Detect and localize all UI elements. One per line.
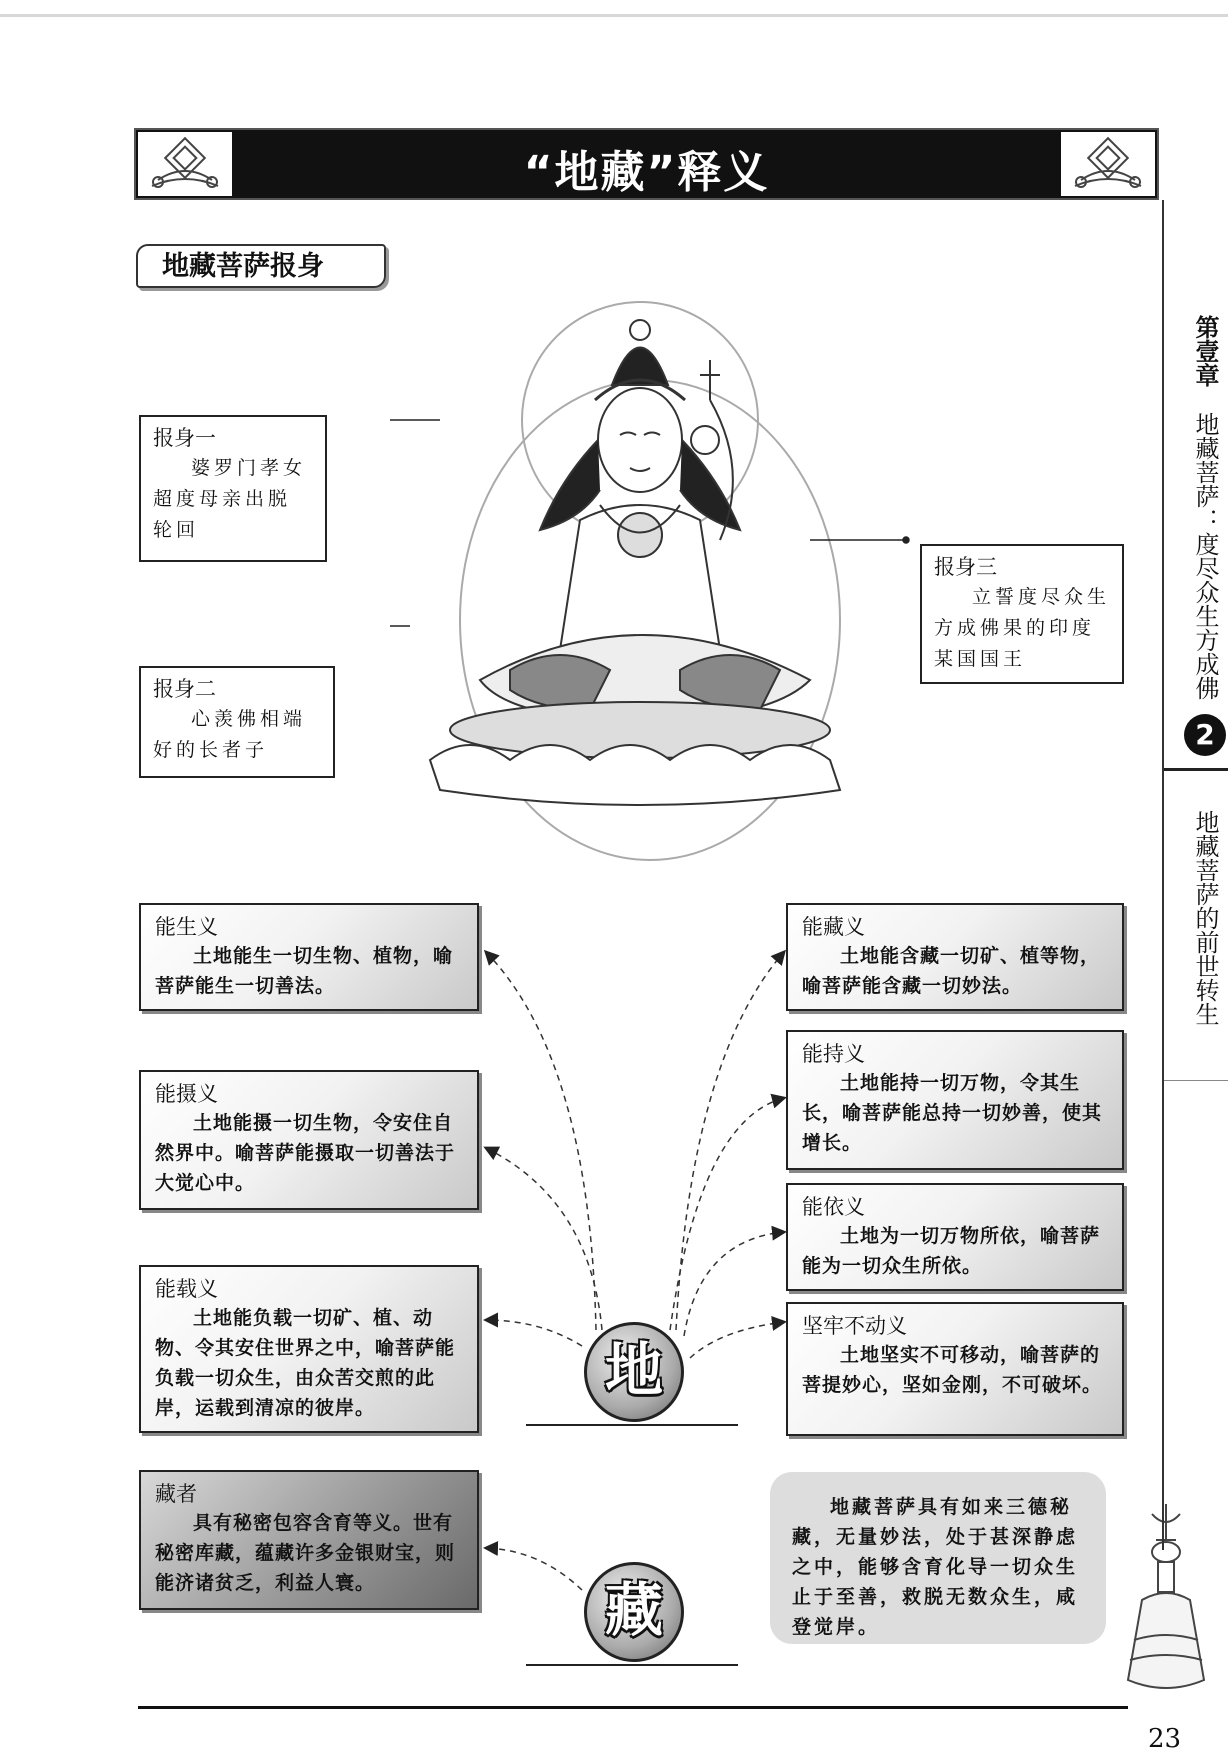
bottom-rule	[138, 1706, 1128, 1709]
store-underline	[526, 1664, 738, 1666]
meaning-title: 能摄义	[155, 1082, 218, 1106]
side-rule-thin	[1164, 1080, 1228, 1081]
reward-body-text: 心羡佛相端好的长者子	[153, 708, 307, 761]
summary-note-text: 地藏菩萨具有如来三德秘藏，无量妙法，处于甚深静虑之中，能够含育化导一切众生止于至善，救脱无数众生，咸登觉岸。	[792, 1496, 1079, 1638]
page-title: “地藏”释义	[523, 147, 770, 198]
reward-body-title: 报身二	[153, 677, 216, 701]
meaning-text: 土地能摄一切生物，令安住自然界中。喻菩萨能摄取一切善法于大觉心中。	[155, 1112, 456, 1194]
meaning-text: 土地能负载一切矿、植、动物、令其安住世界之中，喻菩萨能负载一切众生，由众苦交煎的此岸，运载到清凉的彼岸。	[155, 1307, 456, 1419]
reward-body-title: 报身三	[934, 555, 997, 579]
meaning-box-cang	[786, 903, 1124, 1011]
meaning-text: 土地能生一切生物、植物，喻菩萨能生一切善法。	[155, 945, 454, 997]
reward-body-text: 立誓度尽众生方成佛果的印度某国国王	[934, 586, 1111, 670]
store-character	[584, 1562, 684, 1662]
meaning-box-store	[139, 1470, 479, 1610]
side-rule	[1164, 768, 1228, 771]
meaning-box-sheng	[139, 903, 479, 1011]
meaning-box-she	[139, 1070, 479, 1210]
section-title: 地藏菩萨的前世转生	[1191, 810, 1219, 1026]
earth-underline	[526, 1424, 738, 1426]
meaning-box-yi	[786, 1183, 1124, 1291]
meaning-title: 能载义	[155, 1277, 218, 1301]
meaning-text: 土地能含藏一切矿、植等物，喻菩萨能含藏一切妙法。	[802, 945, 1101, 997]
meaning-text: 土地能持一切万物，令其生长，喻菩萨能总持一切妙善，使其增长。	[802, 1072, 1103, 1154]
meaning-title: 能依义	[802, 1195, 865, 1219]
summary-note	[770, 1472, 1106, 1644]
meaning-title: 藏者	[155, 1482, 197, 1506]
meaning-box-zai	[139, 1265, 479, 1433]
section-number-badge: 2	[1184, 714, 1226, 756]
meaning-title: 能藏义	[802, 915, 865, 939]
page-number: 23	[1148, 1724, 1182, 1754]
section-tag: 地藏菩萨报身	[136, 244, 386, 288]
meaning-box-jianlao	[786, 1302, 1124, 1436]
meaning-text: 土地为一切万物所依，喻菩萨能为一切众生所依。	[802, 1225, 1101, 1277]
meaning-box-chi	[786, 1030, 1124, 1170]
meaning-title: 能生义	[155, 915, 218, 939]
chapter-label: 第壹章	[1191, 315, 1219, 387]
reward-body-text: 婆罗门孝女超度母亲出脱轮回	[153, 457, 307, 541]
vajra-bell-icon	[1112, 1500, 1220, 1700]
earth-character	[584, 1322, 684, 1422]
meaning-title: 坚牢不动义	[802, 1314, 907, 1338]
meaning-text: 土地坚实不可移动，喻菩萨的菩提妙心，坚如金刚，不可破坏。	[802, 1344, 1103, 1396]
store-char-text: 藏	[604, 1576, 663, 1644]
meaning-title: 能持义	[802, 1042, 865, 1066]
side-divider	[1162, 200, 1164, 1550]
earth-char-text: 地	[604, 1336, 663, 1404]
reward-body-title: 报身一	[153, 426, 216, 450]
meaning-text: 具有秘密包容含育等义。世有秘密库藏，蕴藏许多金银财宝，则能济诸贫乏，利益人寰。	[155, 1512, 456, 1594]
chapter-title: 地藏菩萨：度尽众生方成佛	[1191, 412, 1219, 700]
